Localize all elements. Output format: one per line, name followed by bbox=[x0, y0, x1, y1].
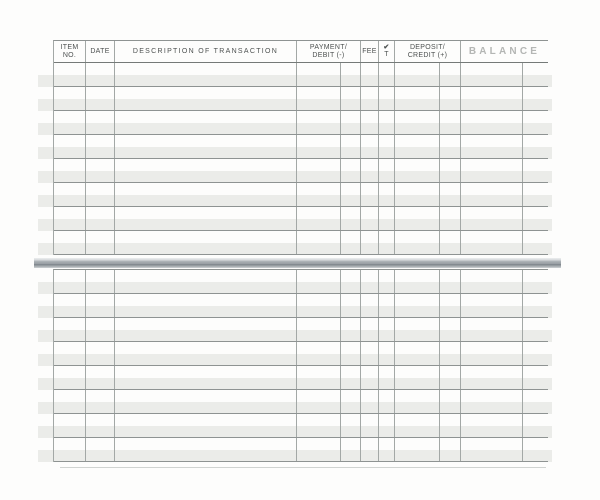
cell-balance-cents bbox=[523, 294, 548, 317]
cell-deposit-cents bbox=[440, 390, 461, 413]
cell-item-no bbox=[54, 294, 86, 317]
cell-date bbox=[86, 270, 115, 293]
cell-balance-cents bbox=[523, 135, 548, 158]
column-header-balance bbox=[461, 41, 548, 62]
cell-payment-cents bbox=[341, 207, 361, 230]
cell-fee bbox=[361, 318, 379, 341]
cell-description bbox=[115, 270, 297, 293]
cell-date bbox=[86, 342, 115, 365]
cell-balance-dollars bbox=[461, 342, 523, 365]
cell-item-no bbox=[54, 159, 86, 182]
cell-balance-cents bbox=[523, 207, 548, 230]
cell-balance-dollars bbox=[461, 366, 523, 389]
cell-date bbox=[86, 438, 115, 461]
cell-check bbox=[379, 438, 395, 461]
cell-payment-dollars bbox=[297, 318, 341, 341]
cell-fee bbox=[361, 111, 379, 134]
cell-balance-cents bbox=[523, 111, 548, 134]
deposit-label-line2: CREDIT (+) bbox=[407, 51, 448, 59]
register-row bbox=[54, 294, 548, 318]
cell-item-no bbox=[54, 270, 86, 293]
cell-payment-cents bbox=[341, 390, 361, 413]
cell-check bbox=[379, 63, 395, 86]
register-row bbox=[54, 438, 548, 462]
cell-deposit-dollars bbox=[395, 63, 440, 86]
register-row bbox=[54, 342, 548, 366]
cell-payment-dollars bbox=[297, 63, 341, 86]
cell-check bbox=[379, 366, 395, 389]
register-table-bottom bbox=[53, 269, 548, 462]
register-row bbox=[54, 63, 548, 87]
cell-description bbox=[115, 183, 297, 206]
cell-balance-cents bbox=[523, 183, 548, 206]
cell-deposit-dollars bbox=[395, 342, 440, 365]
cell-deposit-dollars bbox=[395, 183, 440, 206]
cell-deposit-dollars bbox=[395, 294, 440, 317]
table-header-row bbox=[54, 41, 548, 63]
cell-balance-cents bbox=[523, 366, 548, 389]
deposit-label-line1: DEPOSIT/ bbox=[409, 44, 446, 51]
payment-label-line1: PAYMENT/ bbox=[309, 44, 348, 51]
cell-payment-dollars bbox=[297, 87, 341, 110]
cell-balance-dollars bbox=[461, 294, 523, 317]
cell-payment-dollars bbox=[297, 111, 341, 134]
cell-fee bbox=[361, 183, 379, 206]
column-header-item-no bbox=[54, 41, 86, 62]
item-no-label-line1: ITEM bbox=[60, 44, 79, 51]
cell-deposit-dollars bbox=[395, 87, 440, 110]
cell-payment-cents bbox=[341, 414, 361, 437]
cell-date bbox=[86, 87, 115, 110]
cell-item-no bbox=[54, 231, 86, 254]
register-row bbox=[54, 87, 548, 111]
cell-date bbox=[86, 183, 115, 206]
cell-deposit-cents bbox=[440, 63, 461, 86]
cell-deposit-dollars bbox=[395, 270, 440, 293]
check-letter: T bbox=[384, 50, 389, 58]
cell-payment-cents bbox=[341, 270, 361, 293]
cell-fee bbox=[361, 294, 379, 317]
cell-date bbox=[86, 159, 115, 182]
cell-balance-dollars bbox=[461, 159, 523, 182]
cell-payment-dollars bbox=[297, 366, 341, 389]
cell-item-no bbox=[54, 342, 86, 365]
cell-fee bbox=[361, 270, 379, 293]
cell-payment-dollars bbox=[297, 294, 341, 317]
item-no-label-line2: NO. bbox=[62, 51, 77, 59]
page-bottom-edge bbox=[60, 467, 546, 468]
cell-item-no bbox=[54, 318, 86, 341]
cell-deposit-cents bbox=[440, 231, 461, 254]
cell-balance-dollars bbox=[461, 318, 523, 341]
column-header-payment bbox=[297, 41, 361, 62]
cell-payment-dollars bbox=[297, 135, 341, 158]
column-header-deposit bbox=[395, 41, 461, 62]
cell-check bbox=[379, 159, 395, 182]
cell-payment-cents bbox=[341, 318, 361, 341]
cell-check bbox=[379, 414, 395, 437]
cell-check bbox=[379, 318, 395, 341]
cell-deposit-cents bbox=[440, 438, 461, 461]
cell-payment-dollars bbox=[297, 270, 341, 293]
cell-date bbox=[86, 318, 115, 341]
cell-balance-dollars bbox=[461, 63, 523, 86]
cell-item-no bbox=[54, 438, 86, 461]
cell-fee bbox=[361, 63, 379, 86]
cell-deposit-dollars bbox=[395, 390, 440, 413]
cell-deposit-cents bbox=[440, 318, 461, 341]
cell-balance-cents bbox=[523, 87, 548, 110]
cell-date bbox=[86, 294, 115, 317]
cell-fee bbox=[361, 135, 379, 158]
cell-date bbox=[86, 390, 115, 413]
cell-description bbox=[115, 366, 297, 389]
cell-balance-dollars bbox=[461, 390, 523, 413]
cell-fee bbox=[361, 342, 379, 365]
cell-date bbox=[86, 63, 115, 86]
cell-check bbox=[379, 294, 395, 317]
cell-payment-cents bbox=[341, 159, 361, 182]
cell-deposit-dollars bbox=[395, 366, 440, 389]
cell-balance-cents bbox=[523, 414, 548, 437]
cell-fee bbox=[361, 414, 379, 437]
cell-description bbox=[115, 294, 297, 317]
register-row bbox=[54, 270, 548, 294]
cell-balance-dollars bbox=[461, 207, 523, 230]
cell-payment-dollars bbox=[297, 390, 341, 413]
fee-label: FEE bbox=[362, 47, 377, 55]
cell-date bbox=[86, 111, 115, 134]
cell-check bbox=[379, 231, 395, 254]
balance-label: BALANCE bbox=[468, 45, 541, 57]
cell-balance-cents bbox=[523, 159, 548, 182]
cell-deposit-dollars bbox=[395, 111, 440, 134]
cell-deposit-dollars bbox=[395, 438, 440, 461]
cell-payment-dollars bbox=[297, 414, 341, 437]
cell-deposit-dollars bbox=[395, 135, 440, 158]
checkmark-icon: ✔ bbox=[383, 43, 390, 51]
register-table-top bbox=[53, 40, 548, 255]
cell-description bbox=[115, 87, 297, 110]
cell-item-no bbox=[54, 366, 86, 389]
cell-balance-cents bbox=[523, 63, 548, 86]
cell-date bbox=[86, 366, 115, 389]
register-rows-bottom bbox=[54, 270, 548, 462]
register-row bbox=[54, 414, 548, 438]
register-row bbox=[54, 159, 548, 183]
cell-balance-dollars bbox=[461, 87, 523, 110]
cell-payment-cents bbox=[341, 183, 361, 206]
description-label: DESCRIPTION OF TRANSACTION bbox=[132, 47, 279, 55]
cell-deposit-dollars bbox=[395, 159, 440, 182]
cell-item-no bbox=[54, 207, 86, 230]
cell-payment-dollars bbox=[297, 159, 341, 182]
cell-description bbox=[115, 438, 297, 461]
cell-description bbox=[115, 159, 297, 182]
cell-description bbox=[115, 63, 297, 86]
cell-payment-dollars bbox=[297, 231, 341, 254]
cell-description bbox=[115, 207, 297, 230]
cell-balance-dollars bbox=[461, 111, 523, 134]
register-row bbox=[54, 231, 548, 255]
cell-check bbox=[379, 87, 395, 110]
column-header-description bbox=[115, 41, 297, 62]
register-row bbox=[54, 390, 548, 414]
cell-payment-dollars bbox=[297, 438, 341, 461]
cell-balance-dollars bbox=[461, 183, 523, 206]
cell-deposit-cents bbox=[440, 342, 461, 365]
column-header-check bbox=[379, 41, 395, 62]
binding-divider bbox=[34, 258, 561, 268]
cell-payment-dollars bbox=[297, 183, 341, 206]
cell-date bbox=[86, 207, 115, 230]
cell-fee bbox=[361, 87, 379, 110]
cell-fee bbox=[361, 207, 379, 230]
date-label: DATE bbox=[90, 47, 110, 55]
cell-date bbox=[86, 135, 115, 158]
cell-fee bbox=[361, 159, 379, 182]
cell-deposit-dollars bbox=[395, 318, 440, 341]
cell-description bbox=[115, 231, 297, 254]
cell-payment-cents bbox=[341, 111, 361, 134]
column-header-date bbox=[86, 41, 115, 62]
cell-item-no bbox=[54, 111, 86, 134]
cell-description bbox=[115, 342, 297, 365]
cell-check bbox=[379, 111, 395, 134]
cell-payment-dollars bbox=[297, 342, 341, 365]
cell-description bbox=[115, 390, 297, 413]
cell-item-no bbox=[54, 414, 86, 437]
cell-check bbox=[379, 390, 395, 413]
cell-check bbox=[379, 207, 395, 230]
cell-deposit-dollars bbox=[395, 231, 440, 254]
cell-check bbox=[379, 270, 395, 293]
cell-deposit-cents bbox=[440, 111, 461, 134]
cell-fee bbox=[361, 438, 379, 461]
payment-label-line2: DEBIT (-) bbox=[312, 51, 345, 59]
cell-deposit-cents bbox=[440, 87, 461, 110]
register-row bbox=[54, 366, 548, 390]
cell-deposit-dollars bbox=[395, 207, 440, 230]
cell-item-no bbox=[54, 183, 86, 206]
register-row bbox=[54, 183, 548, 207]
cell-payment-cents bbox=[341, 135, 361, 158]
cell-description bbox=[115, 111, 297, 134]
cell-balance-dollars bbox=[461, 231, 523, 254]
cell-payment-cents bbox=[341, 63, 361, 86]
cell-fee bbox=[361, 390, 379, 413]
cell-deposit-cents bbox=[440, 414, 461, 437]
cell-item-no bbox=[54, 135, 86, 158]
cell-check bbox=[379, 135, 395, 158]
cell-payment-cents bbox=[341, 366, 361, 389]
cell-fee bbox=[361, 231, 379, 254]
cell-deposit-cents bbox=[440, 207, 461, 230]
register-row bbox=[54, 111, 548, 135]
cell-description bbox=[115, 135, 297, 158]
cell-balance-dollars bbox=[461, 414, 523, 437]
cell-deposit-cents bbox=[440, 366, 461, 389]
cell-date bbox=[86, 414, 115, 437]
cell-balance-dollars bbox=[461, 135, 523, 158]
cell-balance-cents bbox=[523, 342, 548, 365]
cell-deposit-cents bbox=[440, 135, 461, 158]
cell-item-no bbox=[54, 87, 86, 110]
cell-item-no bbox=[54, 63, 86, 86]
cell-payment-dollars bbox=[297, 207, 341, 230]
register-row bbox=[54, 135, 548, 159]
cell-deposit-dollars bbox=[395, 414, 440, 437]
cell-balance-dollars bbox=[461, 438, 523, 461]
cell-check bbox=[379, 342, 395, 365]
cell-deposit-cents bbox=[440, 294, 461, 317]
cell-payment-cents bbox=[341, 294, 361, 317]
cell-description bbox=[115, 318, 297, 341]
cell-payment-cents bbox=[341, 342, 361, 365]
cell-check bbox=[379, 183, 395, 206]
column-header-fee bbox=[361, 41, 379, 62]
cell-balance-cents bbox=[523, 390, 548, 413]
cell-balance-cents bbox=[523, 231, 548, 254]
cell-deposit-cents bbox=[440, 270, 461, 293]
cell-payment-cents bbox=[341, 87, 361, 110]
cell-description bbox=[115, 414, 297, 437]
cell-payment-cents bbox=[341, 438, 361, 461]
register-row bbox=[54, 318, 548, 342]
cell-fee bbox=[361, 366, 379, 389]
cell-balance-cents bbox=[523, 318, 548, 341]
cell-deposit-cents bbox=[440, 183, 461, 206]
register-row bbox=[54, 207, 548, 231]
cell-date bbox=[86, 231, 115, 254]
cell-balance-dollars bbox=[461, 270, 523, 293]
cell-deposit-cents bbox=[440, 159, 461, 182]
cell-balance-cents bbox=[523, 270, 548, 293]
cell-payment-cents bbox=[341, 231, 361, 254]
cell-item-no bbox=[54, 390, 86, 413]
cell-balance-cents bbox=[523, 438, 548, 461]
register-rows-top bbox=[54, 63, 548, 255]
